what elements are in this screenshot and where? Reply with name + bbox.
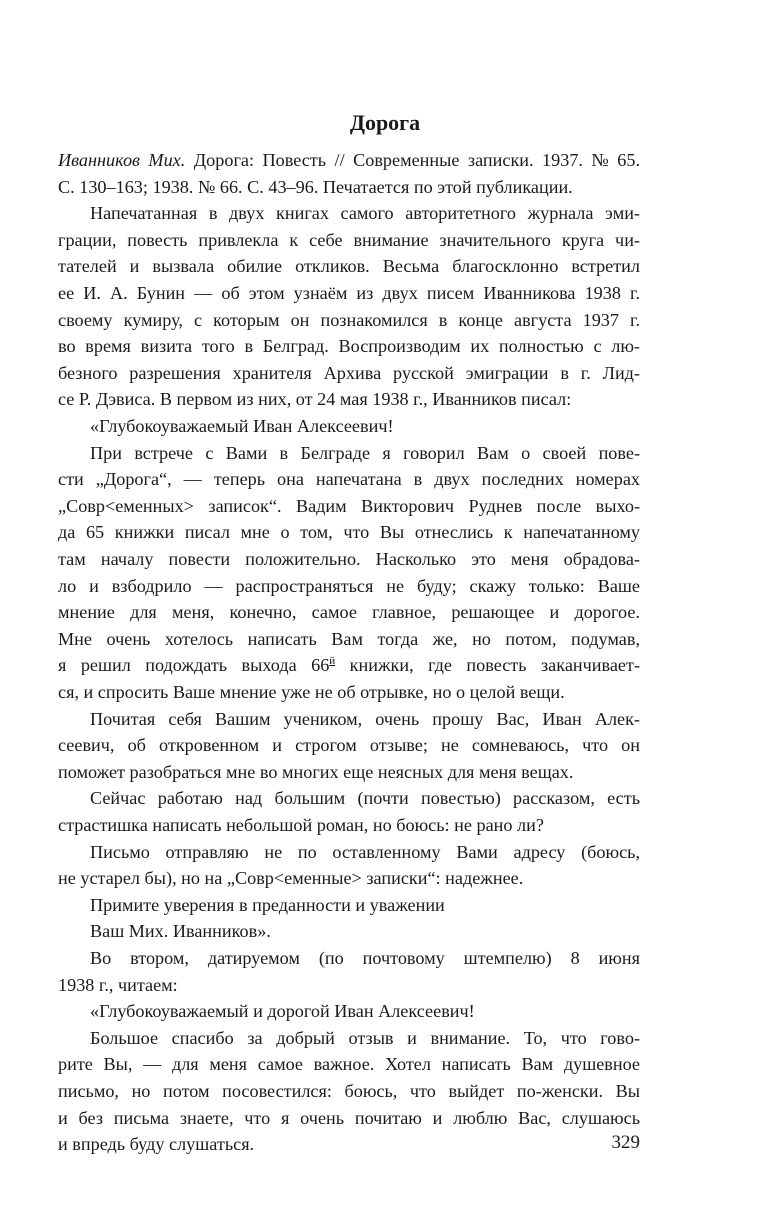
text-line: се Р. Дэвиса. В первом из них, от 24 мая 1938 г., Иванников писал: bbox=[58, 389, 572, 410]
text-line: и впредь буду слушаться. bbox=[58, 1134, 255, 1155]
text-line: во время визита того в Белград. Воспроизводим их полностью с лю- bbox=[58, 336, 640, 357]
text-line: и без письма знаете, что я очень почитаю и люблю Вас, слушаюсь bbox=[58, 1107, 640, 1128]
text-line: страстишка написать небольшой роман, но боюсь: не рано ли? bbox=[58, 815, 544, 835]
chapter-title: Дорога bbox=[349, 110, 421, 135]
text-line: «Глубокоуважаемый Иван Алексеевич! bbox=[90, 416, 394, 436]
text-line: Сейчас работаю над большим (почти повестью) рассказом, есть bbox=[90, 788, 640, 809]
text-line: Во втором, датируемом (по почтовому штемпелю) 8 июня bbox=[90, 948, 640, 968]
text-line: С. 130–163; 1938. № 66. С. 43–96. Печатается по этой публикации. bbox=[58, 176, 573, 197]
text-line: Ваш Мих. Иванников». bbox=[90, 921, 271, 942]
text-line: Почитая себя Вашим учеником, очень прошу Вас, Иван Алек- bbox=[90, 708, 640, 729]
text-line: там началу повести положительно. Насколько это меня обрадова- bbox=[58, 549, 640, 569]
text-line: ло и взбодрило — распространяться не буду; скажу только: Ваше bbox=[58, 575, 640, 596]
text-line: Напечатанная в двух книгах самого авторитетного журнала эми- bbox=[90, 203, 640, 224]
text-line: 1938 г., читаем: bbox=[58, 974, 178, 995]
text-line: письмо, но потом посовестился: боюсь, что выйдет по-женски. Вы bbox=[58, 1081, 640, 1101]
text-line: я решил подождать выхода $66^й$ книжки, где повесть заканчивает- bbox=[58, 655, 640, 676]
text-line: Примите уверения в преданности и уважении bbox=[90, 894, 445, 915]
text-line: тателей и вызвала обилие откликов. Весьма благосклонно встретил bbox=[58, 256, 640, 277]
text-line: сеевич, об откровенном и строгом отзыве; не сомневаюсь, что он bbox=[58, 735, 640, 756]
text-line: своему кумиру, с которым он познакомился в конце августа 1937 г. bbox=[58, 309, 640, 330]
text-line: «Глубокоуважаемый и дорогой Иван Алексеевич! bbox=[90, 1001, 475, 1022]
text-line: не устарел бы), но на „Совр<еменные> записки“: надежнее. bbox=[58, 868, 524, 889]
text-line: Большое спасибо за добрый отзыв и внимание. То, что гово- bbox=[90, 1027, 640, 1048]
text-line: поможет разобраться мне во многих еще неясных для меня вещах. bbox=[58, 761, 574, 782]
text-line: сти „Дорога“, — теперь она напечатана в двух последних номерах bbox=[58, 469, 640, 490]
text-line: грации, повесть привлекла к себе внимание значительного круга чи- bbox=[58, 229, 640, 250]
text-line: „Совр<еменных> записок“. Вадим Викторович Руднев после выхо- bbox=[58, 495, 640, 516]
text-line: безного разрешения хранителя Архива русской эмиграции в г. Лид- bbox=[58, 362, 640, 383]
text-line: Письмо отправляю не по оставленному Вами адресу (боюсь, bbox=[90, 841, 640, 862]
text-line: да 65 книжки писал мне о том, что Вы отнеслись к напечатанному bbox=[58, 522, 640, 543]
page-number: 329 bbox=[611, 1132, 640, 1153]
text-line: При встрече с Вами в Белграде я говорил Вам о своей пове- bbox=[90, 442, 640, 463]
text-line: рите Вы, — для меня самое важное. Хотел написать Вам душевное bbox=[58, 1054, 640, 1075]
text-line: ее И. А. Бунин — об этом узнаём из двух писем Иванникова 1938 г. bbox=[58, 283, 640, 303]
text-line: мнение для меня, конечно, самое главное, решающее и дорогое. bbox=[58, 602, 640, 623]
text-line: Мне очень хотелось написать Вам тогда же, но потом, подумав, bbox=[58, 628, 640, 649]
text-line: ся, и спросить Ваше мнение уже не об отрывке, но о целой вещи. bbox=[58, 682, 565, 702]
text-line: Иванников Мих. Дорога: Повесть // Современные записки. 1937. № 65. bbox=[58, 150, 640, 170]
